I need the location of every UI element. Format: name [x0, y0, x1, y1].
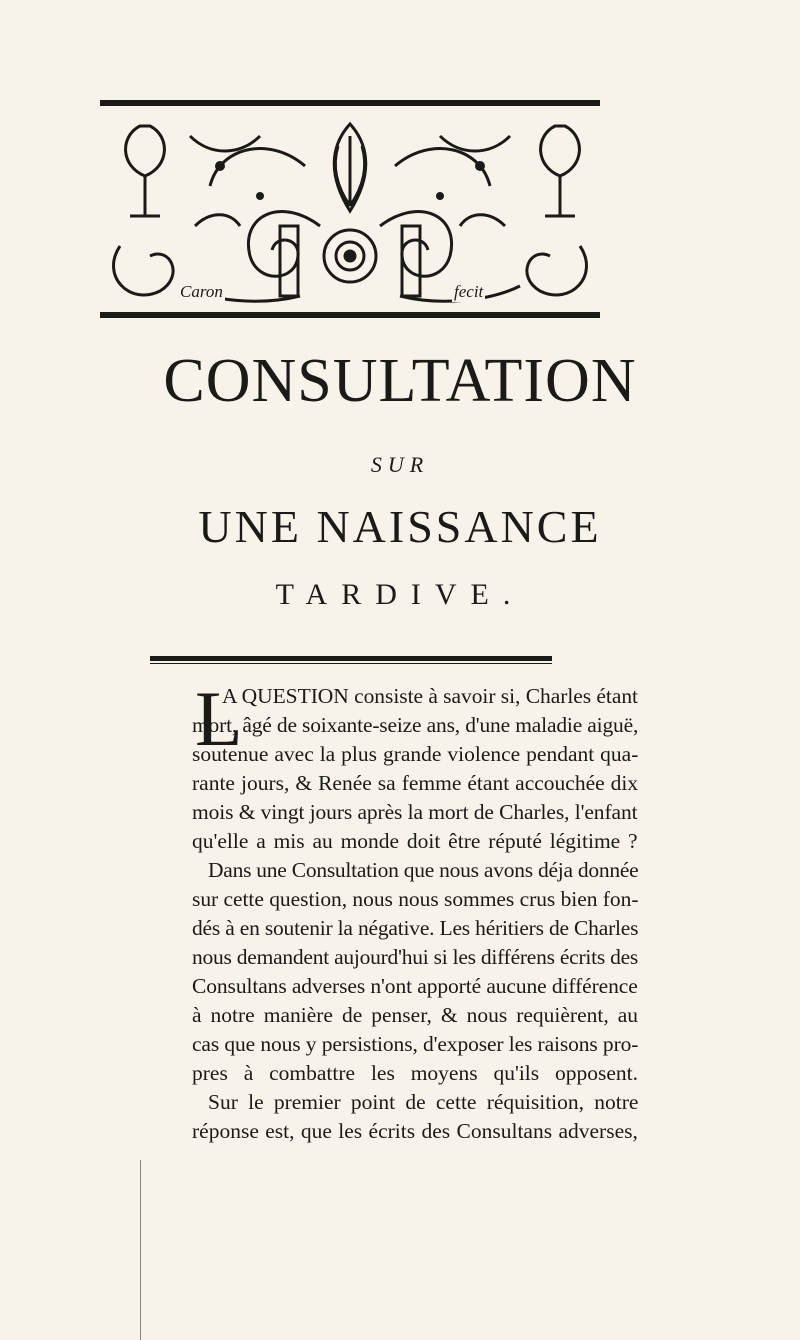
subtitle: UNE NAISSANCE: [198, 501, 602, 552]
title-connector: SUR: [370, 452, 430, 477]
engraver-signature-right: fecit: [454, 282, 484, 301]
text-line: Sur le premier point de cette réquisition, notre: [208, 1090, 639, 1114]
text-line: soutenue avec la plus grande violence pendant qua-: [192, 742, 639, 766]
gutter-shadow-line: [140, 1160, 141, 1340]
text-line: Consultans adverses n'ont apporté aucune différence: [192, 974, 638, 998]
text-line: sur cette question, nous nous sommes crus bien fon-: [192, 887, 639, 911]
text-line: à notre manière de penser, & nous requièrent, au: [192, 1003, 639, 1027]
ornament-icon: [100, 106, 600, 312]
text-line: dés à en soutenir la négative. Les héritiers de Charles: [192, 916, 639, 940]
text-line: qu'elle a mis au monde doit être réputé légitime ?: [192, 829, 638, 853]
text-line: Dans une Consultation que nous avons déja donnée: [208, 858, 639, 882]
text-line: A QUESTION consiste à savoir si, Charles étant: [222, 684, 638, 708]
subtitle-second-line: TARDIVE.: [275, 578, 525, 611]
text-line: réponse est, que les écrits des Consultans adverses,: [192, 1119, 638, 1143]
engraver-signature-left: Caron: [180, 282, 223, 301]
page-title: CONSULTATION: [163, 347, 637, 415]
text-line: cas que nous y persistions, d'exposer les raisons pro-: [192, 1032, 639, 1056]
ornamental-headpiece: [100, 100, 600, 318]
drop-cap: L: [195, 675, 243, 762]
text-line: pres à combattre les moyens qu'ils opposent.: [192, 1061, 639, 1085]
double-rule-divider: [150, 656, 552, 666]
text-line: mois & vingt jours après la mort de Charles, l'enfant: [192, 800, 638, 824]
text-line: nous demandent aujourd'hui si les différens écrits des: [192, 945, 639, 969]
text-line: rante jours, & Renée sa femme étant accouchée dix: [192, 771, 639, 795]
text-line: mort, âgé de soixante-seize ans, d'une maladie aiguë,: [192, 713, 639, 737]
